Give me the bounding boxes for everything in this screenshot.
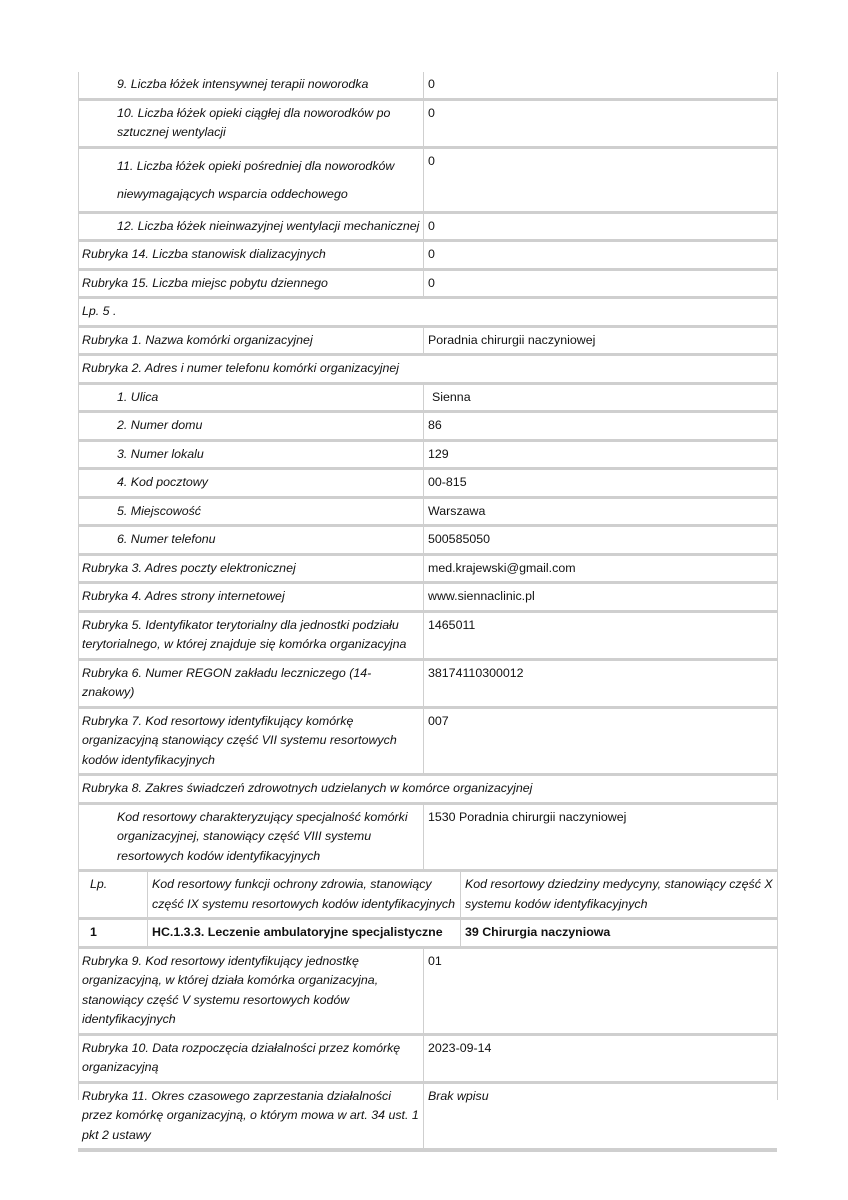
row-label: Rubryka 10. Data rozpoczęcia działalności przez komórkę organizacyjną [78, 1036, 424, 1081]
row-value: 0 [428, 105, 435, 120]
table-row [78, 441, 777, 470]
row-label: Rubryka 9. Kod resortowy identyfikujący jednostkę organizacyjną, w której działa komórka organizacyjna, stanowiący część V systemu resortowych kodów identyfikacyjnych [78, 949, 424, 1033]
table-row [78, 469, 777, 498]
row-value: Sienna [432, 389, 471, 404]
table-row [78, 660, 777, 708]
row-value: www.siennaclinic.pl [428, 589, 535, 603]
section-header [78, 775, 777, 804]
column-header-lp: Lp. [78, 872, 148, 917]
row-value: 0 [428, 153, 435, 168]
section-header [78, 298, 777, 327]
row-value: 500585050 [428, 532, 491, 546]
table-row [78, 708, 777, 776]
table-row [78, 270, 777, 299]
table-row [78, 583, 777, 612]
table-row [78, 612, 777, 660]
row-label: 2. Numer domu [78, 413, 424, 439]
services-table-header [78, 871, 777, 919]
register-document [78, 72, 777, 1152]
row-label: Rubryka 1. Nazwa komórki organizacyjnej [78, 328, 424, 354]
table-row [78, 1083, 777, 1151]
row-value: 007 [428, 713, 449, 728]
row-label: Rubryka 15. Liczba miejsc pobytu dziennego [78, 271, 424, 297]
table-row [78, 948, 777, 1035]
row-value: med.krajewski@gmail.com [428, 560, 576, 575]
table-right-border [777, 72, 778, 1100]
row-value: 0 [428, 247, 435, 261]
row-value: 86 [428, 418, 442, 432]
row-value: 1465011 [428, 617, 476, 632]
table-row [78, 213, 777, 242]
row-value: 2023-09-14 [428, 1040, 492, 1055]
table-row [78, 148, 777, 213]
table-row [78, 1035, 777, 1083]
divider [78, 1150, 777, 1152]
row-label: Rubryka 4. Adres strony internetowej [78, 584, 424, 610]
cell-lp: 1 [78, 920, 148, 946]
table-row [78, 526, 777, 555]
row-value: 38174110300012 [428, 665, 524, 680]
table-row [78, 384, 777, 413]
row-value: 0 [428, 275, 435, 290]
table-row [78, 100, 777, 148]
table-row [78, 72, 777, 100]
row-value: 1530 Poradnia chirurgii naczyniowej [428, 809, 627, 824]
row-label: Rubryka 11. Okres czasowego zaprzestania działalności przez komórkę organizacyjną, o którym mowa w art. 34 ust. 1 pkt 2 ustawy [78, 1084, 424, 1149]
row-label: Rubryka 3. Adres poczty elektronicznej [78, 556, 424, 582]
table-row [78, 327, 777, 356]
row-value: Warszawa [428, 503, 486, 518]
row-label: 9. Liczba łóżek intensywnej terapii noworodka [78, 72, 424, 98]
column-header-medicine-code: Kod resortowy dziedziny medycyny, stanowiący część X systemu kodów identyfikacyjnych [465, 877, 773, 911]
row-value: 0 [428, 218, 435, 233]
row-label: 10. Liczba łóżek opieki ciągłej dla noworodków po sztucznej wentylacji [78, 101, 424, 146]
cell-medicine-code: 39 Chirurgia naczyniowa [465, 925, 611, 939]
row-label: Rubryka 5. Identyfikator terytorialny dla jednostki podziału terytorialnego, w której znajduje się komórka organizacyjna [78, 613, 424, 658]
row-label: Rubryka 7. Kod resortowy identyfikujący komórkę organizacyjną stanowiący część VII systemu resortowych kodów identyfikacyjnych [78, 709, 424, 774]
row-label: 3. Numer lokalu [78, 442, 424, 468]
row-label: 12. Liczba łóżek nieinwazyjnej wentylacji mechanicznej [78, 214, 424, 240]
row-label: Rubryka 14. Liczba stanowisk dializacyjnych [78, 242, 424, 268]
table-row [78, 804, 777, 872]
row-label: 5. Miejscowość [78, 499, 424, 525]
table-row [78, 498, 777, 527]
row-value: 00-815 [428, 475, 467, 489]
row-value: Poradnia chirurgii naczyniowej [428, 332, 596, 347]
row-value: 01 [428, 953, 442, 968]
table-row [78, 919, 777, 948]
row-value: Brak wpisu [428, 1088, 489, 1103]
row-label: Rubryka 6. Numer REGON zakładu leczniczego (14-znakowy) [78, 661, 424, 706]
address-header: Rubryka 2. Adres i numer telefonu komórki organizacyjnej [82, 361, 400, 375]
row-label: 11. Liczba łóżek opieki pośredniej dla noworodków niewymagających wsparcia oddechowego [78, 149, 424, 211]
table-row [78, 412, 777, 441]
row-label: Kod resortowy charakteryzujący specjalność komórki organizacyjnej, stanowiący część VIII systemu resortowych kodów identyfikacyjnych [78, 805, 424, 870]
row-value: 129 [428, 446, 449, 461]
cell-function-code: HC.1.3.3. Leczenie ambulatoryjne specjalistyczne [148, 920, 461, 946]
row-label: 1. Ulica [78, 385, 424, 411]
column-header-function-code: Kod resortowy funkcji ochrony zdrowia, stanowiący część IX systemu resortowych kodów identyfikacyjnych [148, 872, 461, 917]
row-label: 4. Kod pocztowy [78, 470, 424, 496]
section-number: Lp. 5 . [82, 304, 117, 318]
table-row [78, 241, 777, 270]
table-row [78, 555, 777, 584]
section-header [78, 355, 777, 384]
services-header: Rubryka 8. Zakres świadczeń zdrowotnych udzielanych w komórce organizacyjnej [82, 781, 533, 795]
row-value: 0 [428, 77, 435, 91]
row-label: 6. Numer telefonu [78, 527, 424, 553]
